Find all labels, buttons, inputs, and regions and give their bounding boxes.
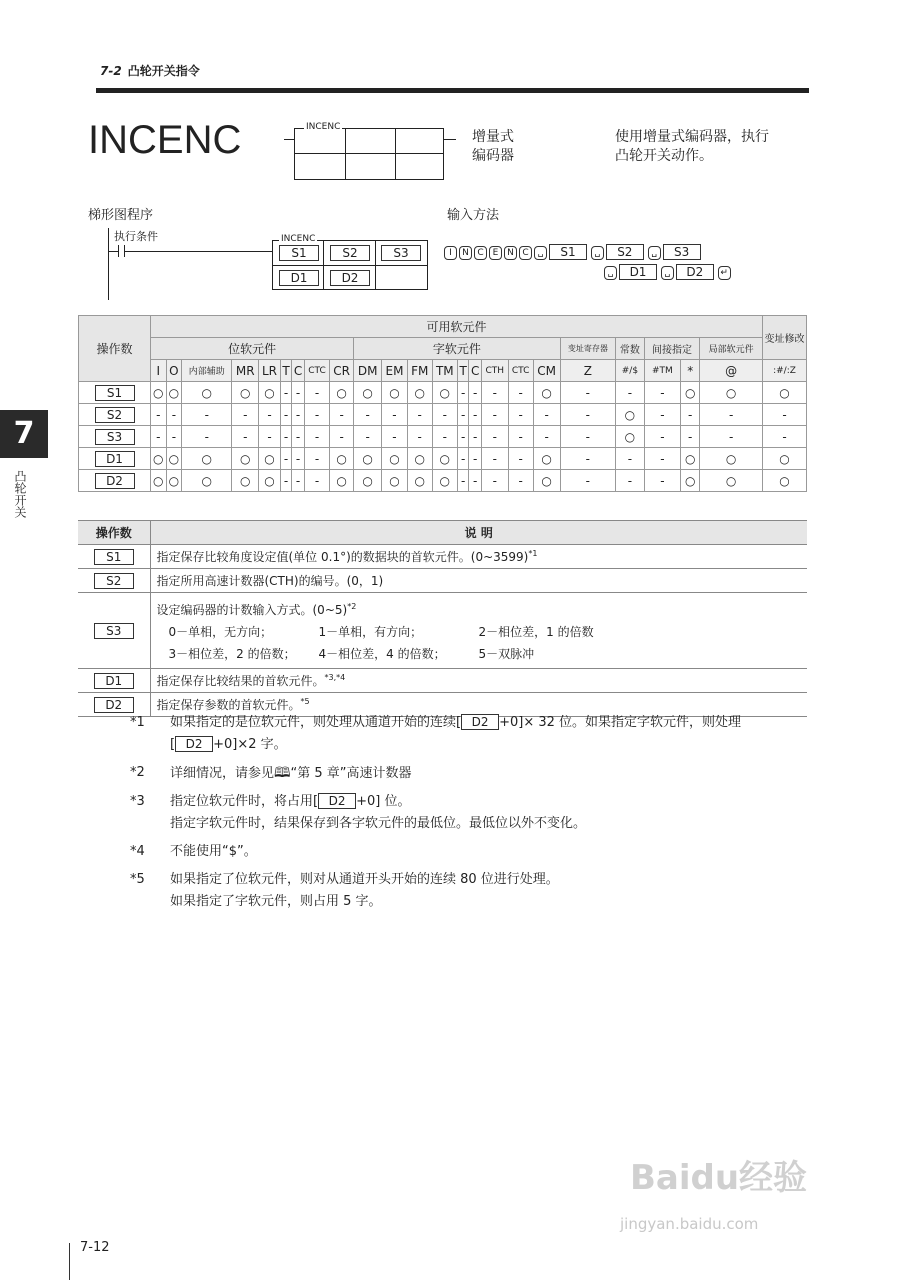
device-col-header: CTC [508, 360, 533, 382]
chapter-label: 凸轮开关 [13, 470, 27, 518]
device-cell: ○ [182, 448, 232, 470]
device-cell: - [560, 382, 616, 404]
key-i: I [444, 246, 457, 260]
device-cell: ○ [151, 448, 167, 470]
ladder-diagram [100, 228, 435, 300]
device-cell: - [151, 426, 167, 448]
note-1-d: +0]×2 字。 [213, 737, 287, 752]
device-cell: ○ [616, 426, 645, 448]
device-cell: ○ [763, 470, 807, 492]
note-3-op: D2 [318, 793, 356, 809]
device-cell: - [330, 426, 354, 448]
device-cell: - [354, 404, 382, 426]
note-3 [120, 791, 810, 835]
mode-3: 3－相位差，2 的倍数； [168, 647, 296, 661]
device-cell: - [280, 426, 291, 448]
device-cell: - [280, 404, 291, 426]
device-cell: - [508, 404, 533, 426]
device-cell: - [166, 426, 182, 448]
device-cell: - [560, 404, 616, 426]
note-1 [120, 712, 810, 756]
space-key-icon: ␣ [648, 246, 661, 260]
device-cell: - [681, 426, 700, 448]
device-cell: - [166, 404, 182, 426]
device-table [78, 315, 807, 492]
exp-op-s2: S2 [94, 573, 134, 589]
ladder-op-s3: S3 [381, 245, 421, 261]
word-devices-header: 字软元件 [354, 338, 560, 360]
device-cell: - [304, 404, 329, 426]
device-cell: - [151, 404, 167, 426]
device-col-header: DM [354, 360, 382, 382]
exp-s1-sup: *1 [528, 549, 538, 558]
note-1-c: [ [170, 737, 176, 752]
key-n: N [459, 246, 472, 260]
exp-desc-header: 说 明 [150, 521, 807, 545]
device-cell: - [259, 404, 281, 426]
device-cell: - [560, 448, 616, 470]
device-cell: ○ [681, 382, 700, 404]
device-cell: - [304, 470, 329, 492]
device-cell: - [644, 426, 680, 448]
device-cell: - [407, 404, 432, 426]
device-cell: - [700, 404, 763, 426]
device-cell: ○ [354, 382, 382, 404]
device-cell: ○ [432, 470, 457, 492]
ladder-op-d1: D1 [279, 270, 319, 286]
input-method-keys [444, 244, 734, 284]
device-cell: - [292, 448, 305, 470]
note-5-b: 如果指定了字软元件，则占用 5 字。 [170, 894, 382, 909]
indirect-header: 间接指定 [644, 338, 700, 360]
exp-d1-text: 指定保存比较结果的首软元件。 [156, 674, 325, 688]
note-1-b: +0]× 32 位。如果指定字软元件，则处理 [499, 715, 742, 730]
input-op-s1: S1 [549, 244, 587, 260]
space-key-icon: ␣ [661, 266, 674, 280]
device-cell: - [280, 382, 291, 404]
device-cell: ○ [533, 470, 560, 492]
device-cell: - [232, 426, 259, 448]
device-cell: - [304, 448, 329, 470]
mode-4: 4－相位差，4 的倍数； [318, 647, 446, 661]
section-number: 7-2 [100, 64, 122, 78]
device-cell: ○ [432, 448, 457, 470]
note-3-c: 指定字软元件时，结果保存到各字软元件的最低位。最低位以外不变化。 [170, 816, 587, 831]
device-col-header: CR [330, 360, 354, 382]
type-line-2: 编码器 [472, 148, 514, 164]
exp-d1-sup: *3,*4 [324, 673, 346, 682]
mode-0: 0－单相，无方向； [168, 625, 273, 639]
desc-line-2: 凸轮开关动作。 [615, 148, 713, 164]
device-cell: ○ [182, 382, 232, 404]
note-4 [120, 841, 810, 863]
exp-d2-sup: *5 [300, 697, 310, 706]
mode-5: 5－双脉冲 [478, 647, 535, 661]
device-cell: - [182, 426, 232, 448]
device-cell: - [457, 448, 468, 470]
footer-rule [69, 1243, 70, 1280]
device-col-header: CM [533, 360, 560, 382]
device-cell: - [457, 426, 468, 448]
device-cell: ○ [182, 470, 232, 492]
device-cell: - [469, 404, 482, 426]
device-cell: - [304, 382, 329, 404]
device-cell: ○ [382, 448, 408, 470]
device-cell: ○ [166, 448, 182, 470]
device-cell: ○ [382, 382, 408, 404]
note-1-mark: *1 [130, 715, 145, 730]
explanation-table [78, 520, 807, 717]
table-row [79, 470, 807, 492]
operand-label: D2 [95, 473, 135, 489]
table-row [79, 404, 807, 426]
device-cell: - [560, 426, 616, 448]
device-cell: ○ [166, 470, 182, 492]
ladder-op-s1: S1 [279, 245, 319, 261]
device-cell: ○ [232, 448, 259, 470]
chapter-tab: 7 [0, 410, 48, 458]
device-cell: - [432, 404, 457, 426]
exec-condition: 执行条件 [114, 230, 158, 243]
device-col-header: #TM [644, 360, 680, 382]
watermark-logo: Baidu经验 [630, 1158, 808, 1198]
device-cell: - [644, 470, 680, 492]
device-cell: ○ [354, 448, 382, 470]
key-e: E [489, 246, 502, 260]
device-cell: - [482, 404, 509, 426]
device-col-header: C [292, 360, 305, 382]
operand-label: S2 [95, 407, 135, 423]
device-cell: - [508, 470, 533, 492]
note-1-op: D2 [461, 714, 499, 730]
key-c: C [474, 246, 487, 260]
exp-s3-text: 设定编码器的计数输入方式。(0~5) [156, 603, 348, 617]
constant-header: 常数 [616, 338, 645, 360]
device-cell: ○ [232, 470, 259, 492]
ladder-op-d2: D2 [330, 270, 370, 286]
device-cell: - [292, 470, 305, 492]
block-label: INCENC [306, 122, 341, 132]
device-cell: - [482, 426, 509, 448]
exp-operand-header: 操作数 [78, 521, 150, 545]
bit-devices-header: 位软元件 [151, 338, 354, 360]
device-cell: ○ [232, 382, 259, 404]
device-cell: - [182, 404, 232, 426]
device-cell: - [407, 426, 432, 448]
book-icon: 🕮 [274, 765, 291, 781]
note-3-mark: *3 [130, 794, 145, 809]
device-col-header: CTC [304, 360, 329, 382]
device-cell: - [533, 426, 560, 448]
device-cell: ○ [166, 382, 182, 404]
device-col-header: #/$ [616, 360, 645, 382]
operand-label: D1 [95, 451, 135, 467]
device-cell: ○ [407, 448, 432, 470]
mode-1: 1－单相，有方向； [318, 625, 423, 639]
device-cell: - [469, 426, 482, 448]
note-2-mark: *2 [130, 765, 145, 780]
device-cell: - [508, 448, 533, 470]
device-cell: - [457, 382, 468, 404]
note-3-b: +0] 位。 [356, 794, 411, 809]
local-device-header: 局部软元件 [700, 338, 763, 360]
device-col-header: EM [382, 360, 408, 382]
device-cell: - [259, 426, 281, 448]
note-3-a: 指定位软元件时，将占用[ [170, 794, 319, 809]
note-1-op2: D2 [175, 736, 213, 752]
device-col-header: Z [560, 360, 616, 382]
ladder-op-s2: S2 [330, 245, 370, 261]
device-cell: - [616, 470, 645, 492]
table-row [79, 382, 807, 404]
device-cell: ○ [533, 448, 560, 470]
device-cell: - [304, 426, 329, 448]
note-5 [120, 869, 810, 913]
instruction-name: INCENC [88, 118, 242, 162]
device-cell: ○ [330, 470, 354, 492]
device-cell: ○ [259, 382, 281, 404]
exp-s2-text: 指定所用高速计数器(CTH)的编号。(0，1) [150, 569, 807, 593]
device-cell: ○ [354, 470, 382, 492]
table-row [79, 448, 807, 470]
device-col-header: T [280, 360, 291, 382]
input-method-title: 输入方法 [447, 208, 500, 223]
ladder-title: 梯形图程序 [88, 208, 154, 223]
operand-label: S3 [95, 429, 135, 445]
operand-header: 操作数 [79, 316, 151, 382]
device-cell: - [508, 426, 533, 448]
instruction-type [472, 128, 514, 166]
note-1-a: 如果指定的是位软元件，则处理从通道开始的连续[ [170, 715, 462, 730]
device-cell: - [330, 404, 354, 426]
device-cell: ○ [533, 382, 560, 404]
device-col-header: C [469, 360, 482, 382]
note-2 [120, 762, 810, 785]
device-cell: - [644, 382, 680, 404]
device-cell: - [560, 470, 616, 492]
mode-2: 2－相位差，1 的倍数 [478, 625, 594, 639]
device-cell: ○ [259, 470, 281, 492]
device-cell: - [292, 426, 305, 448]
device-cell: - [681, 404, 700, 426]
device-cell: ○ [432, 382, 457, 404]
device-cell: ○ [763, 448, 807, 470]
device-cell: - [482, 470, 509, 492]
exp-d2-text: 指定保存参数的首软元件。 [156, 698, 301, 712]
key-c2: C [519, 246, 532, 260]
device-cell: - [482, 382, 509, 404]
device-cell: - [457, 470, 468, 492]
desc-line-1: 使用增量式编码器，执行 [615, 129, 769, 145]
footnotes [120, 712, 810, 919]
device-cell: - [763, 404, 807, 426]
device-col-header: 内部辅助 [182, 360, 232, 382]
device-cell: - [700, 426, 763, 448]
device-cell: - [644, 404, 680, 426]
key-n2: N [504, 246, 517, 260]
device-cell: - [533, 404, 560, 426]
device-cell: - [644, 448, 680, 470]
input-op-s2: S2 [606, 244, 644, 260]
device-cell: - [763, 426, 807, 448]
input-op-d2: D2 [676, 264, 714, 280]
device-cell: - [616, 382, 645, 404]
device-col-header: LR [259, 360, 281, 382]
device-cell: ○ [259, 448, 281, 470]
note-5-mark: *5 [130, 872, 145, 887]
device-cell: - [432, 426, 457, 448]
device-col-header: T [457, 360, 468, 382]
note-2-ref: “第 5 章”高速计数器 [290, 766, 412, 781]
index-register-header: 变址寄存器 [560, 338, 616, 360]
watermark-url: jingyan.baidu.com [620, 1215, 759, 1233]
device-cell: ○ [382, 470, 408, 492]
device-cell: ○ [681, 470, 700, 492]
device-col-header: O [166, 360, 182, 382]
device-col-header: TM [432, 360, 457, 382]
device-cell: - [469, 448, 482, 470]
device-cell: - [616, 448, 645, 470]
note-4-mark: *4 [130, 844, 145, 859]
device-cell: - [382, 426, 408, 448]
enter-key-icon: ↵ [718, 266, 731, 280]
device-cell: ○ [151, 470, 167, 492]
device-col-header: :#/:Z [763, 360, 807, 382]
device-col-header: CTH [482, 360, 509, 382]
device-col-header: I [151, 360, 167, 382]
instruction-block [284, 122, 456, 182]
page-number: 7-12 [80, 1240, 110, 1255]
device-cell: ○ [681, 448, 700, 470]
exp-op-s3: S3 [94, 623, 134, 639]
type-line-1: 增量式 [472, 129, 514, 145]
device-cell: - [354, 426, 382, 448]
device-cell: ○ [330, 382, 354, 404]
exp-s3-sup: *2 [347, 602, 357, 611]
exp-op-s1: S1 [94, 549, 134, 565]
exp-op-d1: D1 [94, 673, 134, 689]
device-cell: - [292, 404, 305, 426]
exp-s1-text: 指定保存比较角度设定值(单位 0.1°)的数据块的首软元件。(0~3599) [156, 550, 529, 564]
device-cell: ○ [407, 382, 432, 404]
device-cell: ○ [763, 382, 807, 404]
section-header [100, 62, 200, 79]
index-modify-header: 变址修改 [763, 316, 807, 360]
space-key-icon: ␣ [591, 246, 604, 260]
device-cell: - [508, 382, 533, 404]
device-cell: ○ [407, 470, 432, 492]
device-col-header: @ [700, 360, 763, 382]
device-cell: ○ [700, 470, 763, 492]
device-cell: - [292, 382, 305, 404]
instruction-description [615, 128, 769, 166]
operand-label: S1 [95, 385, 135, 401]
available-devices-header: 可用软元件 [151, 316, 763, 338]
input-op-d1: D1 [619, 264, 657, 280]
device-cell: - [457, 404, 468, 426]
device-cell: ○ [700, 382, 763, 404]
device-col-header: FM [407, 360, 432, 382]
device-col-header: MR [232, 360, 259, 382]
device-cell: - [469, 382, 482, 404]
table-row [79, 426, 807, 448]
device-col-header: * [681, 360, 700, 382]
section-title: 凸轮开关指令 [127, 64, 200, 78]
ladder-block-label: INCENC [281, 234, 316, 244]
input-op-s3: S3 [663, 244, 701, 260]
device-cell: - [232, 404, 259, 426]
device-cell: - [482, 448, 509, 470]
note-5-a: 如果指定了位软元件，则对从通道开头开始的连续 80 位进行处理。 [170, 872, 559, 887]
header-rule [96, 88, 809, 93]
note-4-text: 不能使用“$”。 [170, 844, 257, 859]
device-cell: - [382, 404, 408, 426]
note-2-text: 详细情况，请参见 [170, 766, 275, 781]
space-key-icon: ␣ [604, 266, 617, 280]
device-cell: ○ [151, 382, 167, 404]
device-cell: ○ [330, 448, 354, 470]
device-cell: ○ [700, 448, 763, 470]
device-cell: ○ [616, 404, 645, 426]
exp-op-d2: D2 [94, 697, 134, 713]
device-cell: - [280, 470, 291, 492]
device-cell: - [469, 470, 482, 492]
device-cell: - [280, 448, 291, 470]
space-key-icon: ␣ [534, 246, 547, 260]
